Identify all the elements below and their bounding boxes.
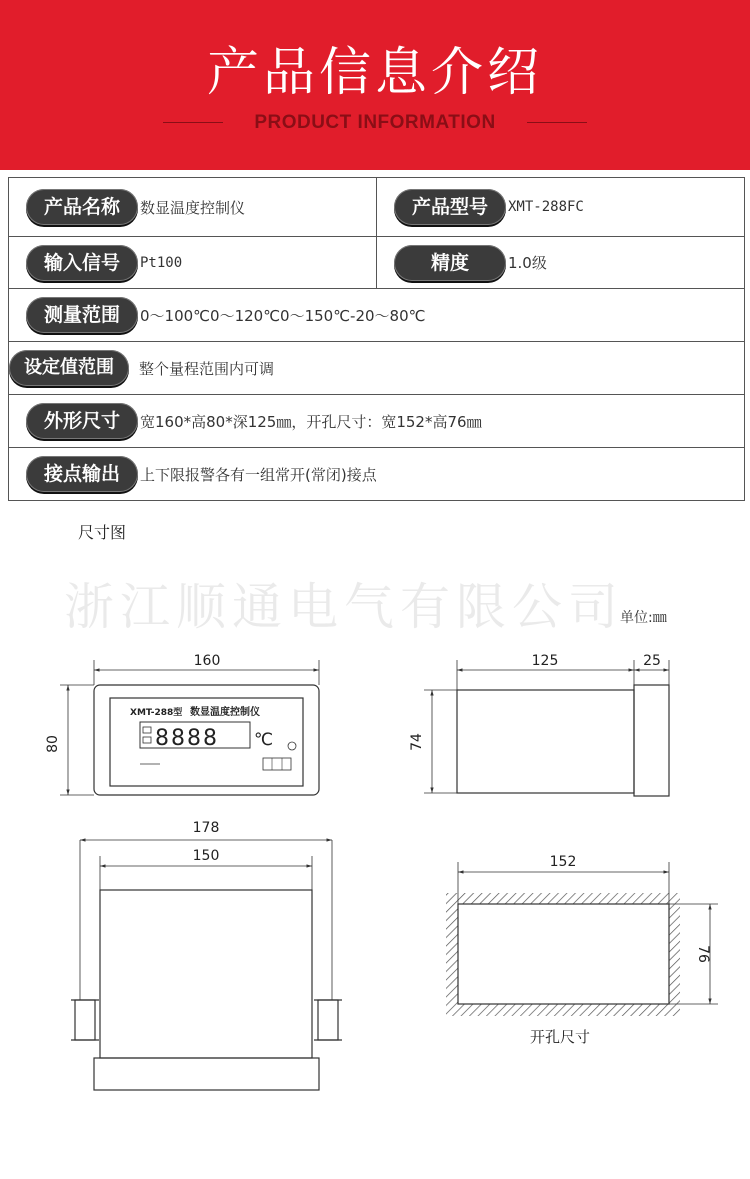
side-bezel [634,685,669,796]
panel-model-text: XMT-288型 [130,708,183,718]
value-contact-output: 上下限报警各有一组常开(常闭)接点 [140,465,377,484]
left-clamp [75,1000,95,1040]
page-title: 产品信息介绍 [206,43,543,103]
value-product-model: XMT-288FC [508,199,584,215]
dim-front-height: 80 [45,735,61,753]
page-subtitle: PRODUCT INFORMATION [254,112,496,133]
label-measure-range: 测量范围 [26,297,138,333]
label-product-model: 产品型号 [394,189,506,225]
value-accuracy: 1.0级 [508,254,547,272]
unit-label: 单位:㎜ [620,610,667,626]
dim-cut-height: 76 [695,945,711,963]
label-setting-range: 设定值范围 [9,350,129,386]
cutout-caption: 开孔尺寸 [530,1028,591,1046]
top-bezel [94,1058,319,1090]
panel-display-unit: ℃ [254,730,274,750]
dim-top-outer: 178 [192,820,220,836]
cutout-hole [458,904,669,1004]
value-product-name: 数显温度控制仪 [140,198,246,217]
value-dimensions: 宽160*高80*深125㎜，开孔尺寸：宽152*高76㎜ [140,412,482,431]
panel-display-digits: 8888 [155,726,219,751]
value-setting-range: 整个量程范围内可调 [139,359,275,378]
dim-top-inner: 150 [192,848,220,864]
right-clamp [318,1000,338,1040]
top-body [100,890,312,1058]
label-dimensions: 外形尺寸 [26,403,138,439]
dim-cut-width: 152 [549,854,577,870]
top-view [71,840,342,1090]
label-accuracy: 精度 [394,245,506,281]
drawing-section-title: 尺寸图 [78,523,127,542]
value-input-signal: Pt100 [140,254,183,271]
dim-front-width: 160 [193,653,221,669]
side-body [457,690,634,793]
label-input-signal: 输入信号 [26,245,138,281]
dim-side-bezel: 25 [643,653,661,669]
dim-side-depth: 125 [531,653,559,669]
side-view [424,660,669,796]
dim-side-height: 74 [409,733,425,751]
cutout-view [446,862,718,1016]
label-contact-output: 接点输出 [26,456,138,492]
value-measure-range: 0～100℃0～120℃0～150℃-20～80℃ [140,306,426,325]
company-watermark: 浙江顺通电气有限公司 [64,578,624,636]
label-product-name: 产品名称 [26,189,138,225]
panel-name-text: 数显温度控制仪 [190,707,260,718]
